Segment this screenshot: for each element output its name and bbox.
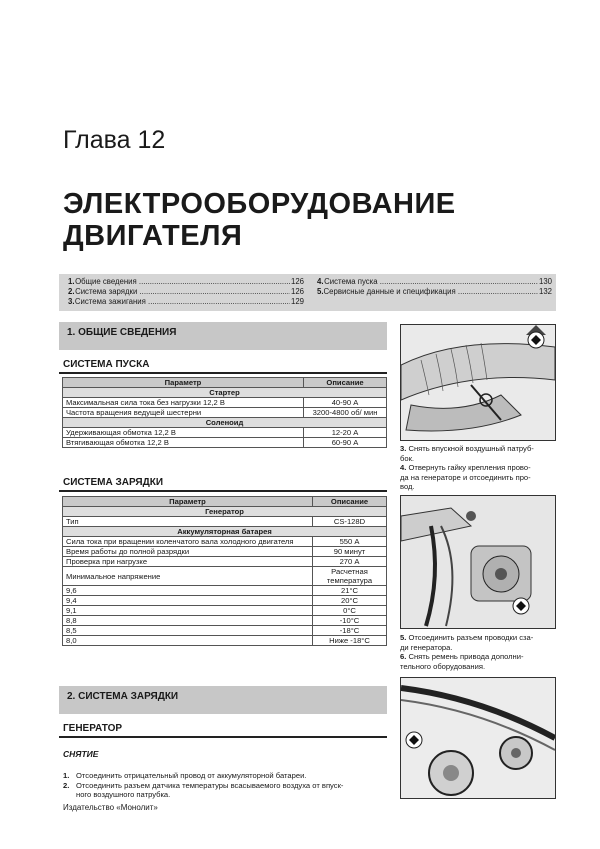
cell-param: 8,0: [63, 636, 313, 646]
group-solenoid: Соленоид: [63, 418, 387, 428]
cell-param: Тип: [63, 517, 313, 527]
cell-value: 20°С: [313, 596, 387, 606]
toc-page: 126: [290, 277, 304, 286]
cell-param: Втягивающая обмотка 12,2 В: [63, 438, 304, 448]
table-row: [63, 616, 387, 626]
cell-value: 0°С: [313, 606, 387, 616]
toc-num: 3.: [68, 297, 75, 306]
chapter-number: Глава 12: [63, 126, 166, 154]
group-generator: Генератор: [63, 507, 387, 517]
cell-param: 9,1: [63, 606, 313, 616]
cell-param: 8,8: [63, 616, 313, 626]
toc-text: Система зажигания .....: [75, 297, 290, 307]
table-header: [63, 378, 387, 388]
group-battery: Аккумуляторная батарея: [63, 527, 387, 537]
cell-param: 9,6: [63, 586, 313, 596]
table-row: [63, 438, 387, 448]
toc-page: 129: [290, 297, 304, 306]
chapter-title-line1: ЭЛЕКТРООБОРУДОВАНИЕ: [63, 188, 456, 220]
cell-param: Частота вращения ведущей шестерни: [63, 408, 304, 418]
cell-value: 3200-4800 об/ мин: [304, 408, 387, 418]
cell-value: 21°С: [313, 586, 387, 596]
caption-line: бок.: [400, 453, 415, 463]
charge-system-table: [62, 496, 387, 646]
toc-text: Сервисные данные и спецификация .....: [324, 287, 538, 297]
list-item: [63, 790, 387, 800]
cell-param: 8,5: [63, 626, 313, 636]
cell-value-line: температура: [326, 576, 373, 585]
table-row: [63, 606, 387, 616]
cell-value: [313, 567, 387, 586]
cell-param: Максимальная сила тока без нагрузки 12,2 В: [63, 398, 304, 408]
cell-param: Минимальное напряжение: [63, 567, 313, 586]
cell-param: 9,4: [63, 596, 313, 606]
cell-value: -10°С: [313, 616, 387, 626]
table-row: [63, 567, 387, 586]
caption-line: да на генераторе и отсоединить про-: [400, 472, 531, 482]
step-number: [63, 790, 76, 800]
table-row: [63, 408, 387, 418]
list-item: [63, 781, 387, 791]
cell-value: CS-128D: [313, 517, 387, 527]
cell-value: 550 А: [313, 537, 387, 547]
caption-line: тельного оборудования.: [400, 661, 486, 671]
subheading-charge-system: СИСТЕМА ЗАРЯДКИ: [63, 477, 163, 488]
table-row: [63, 586, 387, 596]
toc-item-charging[interactable]: [68, 287, 304, 297]
divider: [59, 736, 387, 738]
col-desc: Описание: [313, 497, 387, 507]
table-row: [63, 428, 387, 438]
publisher-footer: Издательство «Монолит»: [63, 803, 158, 812]
chapter-title-line2: ДВИГАТЕЛЯ: [63, 220, 243, 252]
table-row: [63, 517, 387, 527]
toc-text: Общие сведения .....: [75, 277, 290, 287]
table-row: [63, 636, 387, 646]
toc-num: 5.: [317, 287, 324, 296]
toc-page: 130: [538, 277, 552, 286]
toc-item-starting[interactable]: [317, 277, 552, 287]
step-text: ного воздушного патрубка.: [76, 790, 171, 799]
photo-drive-belt: [400, 677, 556, 799]
step-text: Отсоединить разъем датчика температуры всасываемого воздуха от впуск-: [76, 780, 344, 790]
toc-page: 126: [290, 287, 304, 296]
toc-num: 1.: [68, 277, 75, 286]
toc-num: 2.: [68, 287, 75, 296]
chapter-title: [63, 188, 456, 252]
table-row: [63, 557, 387, 567]
caption-line: 4. Отвернуть гайку крепления прово-: [400, 463, 531, 472]
col-param: Параметр: [63, 497, 313, 507]
step-text: Отсоединить отрицательный провод от аккумуляторной батареи.: [76, 771, 307, 780]
subheading-start-system: СИСТЕМА ПУСКА: [63, 359, 150, 370]
group-starter: Стартер: [63, 388, 387, 398]
table-row: [63, 596, 387, 606]
table-row: [63, 626, 387, 636]
section-header-charging: 2. СИСТЕМА ЗАРЯДКИ: [59, 686, 387, 714]
cell-value: 60-90 А: [304, 438, 387, 448]
step-number: 1.: [63, 771, 70, 780]
caption-line: 5. Отсоединить разъем проводки сза-: [400, 633, 534, 642]
cell-param: Сила тока при вращении коленчатого вала холодного двигателя: [63, 537, 313, 547]
table-row: [63, 398, 387, 408]
toc-item-ignition[interactable]: [68, 297, 304, 307]
removal-steps: [63, 771, 387, 800]
cell-value: -18°С: [313, 626, 387, 636]
table-row: [63, 547, 387, 557]
divider: [59, 490, 387, 492]
photo-generator-wiring: [400, 495, 556, 629]
cell-param: Время работы до полной разрядки: [63, 547, 313, 557]
divider: [59, 372, 387, 374]
cell-value-line: Расчетная: [331, 567, 368, 576]
subheading-generator: ГЕНЕРАТОР: [63, 723, 123, 734]
toc-text: Система зарядки .....: [75, 287, 290, 297]
cell-param: Проверка при нагрузке: [63, 557, 313, 567]
col-desc: Описание: [304, 378, 387, 388]
start-system-table: [62, 377, 387, 448]
cell-value: 90 минут: [313, 547, 387, 557]
caption-steps-3-4: [400, 444, 558, 492]
caption-line: ди генератора.: [400, 642, 453, 652]
cell-value: Ниже -18°С: [313, 636, 387, 646]
table-header: [63, 497, 387, 507]
toc-num: 4.: [317, 277, 324, 286]
step-number: 2.: [63, 780, 70, 790]
toc-text: Система пуска .....: [324, 277, 538, 287]
toc-item-service-data[interactable]: [317, 287, 552, 297]
table-of-contents: [59, 274, 556, 311]
table-row: [63, 537, 387, 547]
cell-param: Удерживающая обмотка 12,2 В: [63, 428, 304, 438]
subheading-removal: СНЯТИЕ: [63, 749, 99, 759]
toc-item-general[interactable]: [68, 277, 304, 287]
cell-value: 40-90 А: [304, 398, 387, 408]
photo-intake-pipe: [400, 324, 556, 441]
cell-value: 270 А: [313, 557, 387, 567]
list-item: [63, 771, 387, 781]
caption-line: вод.: [400, 482, 415, 491]
toc-page: 132: [538, 287, 552, 296]
caption-steps-5-6: [400, 633, 558, 671]
section-header-general: 1. ОБЩИЕ СВЕДЕНИЯ: [59, 322, 387, 350]
caption-line: 3. Снять впускной воздушный патруб-: [400, 444, 534, 453]
cell-value: 12-20 А: [304, 428, 387, 438]
col-param: Параметр: [63, 378, 304, 388]
caption-line: 6. Снять ремень привода дополни-: [400, 652, 524, 661]
